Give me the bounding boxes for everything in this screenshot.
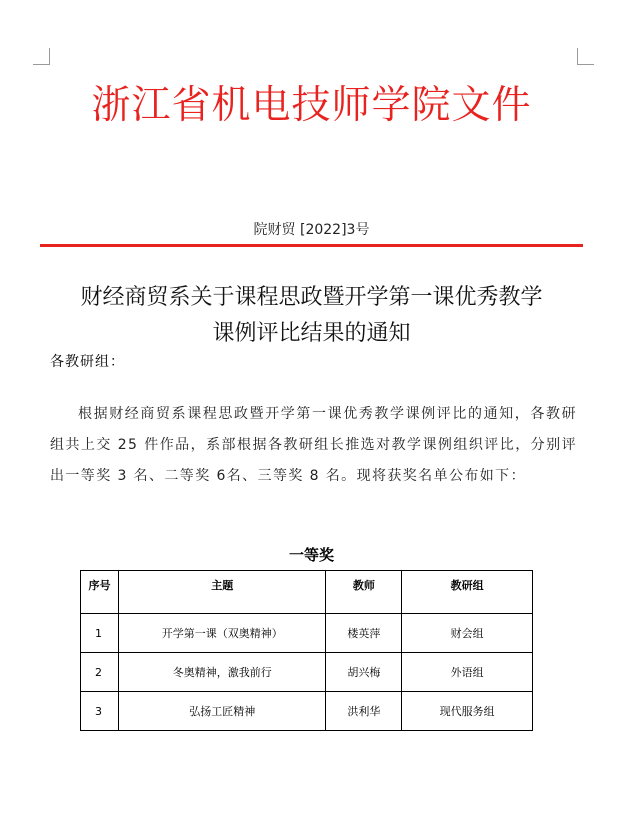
- row-topic: 弘扬工匠精神: [118, 692, 326, 731]
- row-no: 1: [81, 614, 119, 653]
- document-header-title: 浙江省机电技师学院文件: [91, 83, 532, 128]
- page-corner-mark-top-right: [577, 48, 594, 65]
- column-header-group: 教研组: [402, 571, 533, 614]
- first-prize-table: [80, 570, 533, 731]
- header-red-rule: [40, 244, 583, 247]
- column-header-teacher: 教师: [326, 571, 402, 614]
- column-header-no: 序号: [81, 571, 119, 614]
- row-no: 2: [81, 653, 119, 692]
- page-corner-mark-top-left: [33, 48, 50, 65]
- document-number: 院财贸 [2022]3号: [253, 222, 370, 238]
- row-teacher: 楼英萍: [326, 614, 402, 653]
- column-header-topic: 主题: [118, 571, 326, 614]
- row-group: 外语组: [402, 653, 533, 692]
- salutation: 各教研组：: [50, 354, 125, 370]
- row-teacher: 洪利华: [326, 692, 402, 731]
- row-group: 财会组: [402, 614, 533, 653]
- row-topic: 开学第一课（双奥精神）: [118, 614, 326, 653]
- body-paragraph: 根据财经商贸系课程思政暨开学第一课优秀教学课例评比的通知，各教研组共上交 25 件作品，系部根据各教研组长推选对教学课例组织评比，分别评出一等奖 3 名、二等奖 6名、三等奖 8 名。现将获奖名单公布如下：: [50, 406, 577, 484]
- table-header-row: [81, 571, 533, 614]
- table-row: [81, 653, 533, 692]
- notice-title: [40, 280, 583, 352]
- table-row: [81, 614, 533, 653]
- row-no: 3: [81, 692, 119, 731]
- row-teacher: 胡兴梅: [326, 653, 402, 692]
- notice-title-line-1: 财经商贸系关于课程思政暨开学第一课优秀教学: [80, 285, 543, 310]
- notice-title-line-2: 课例评比结果的通知: [212, 321, 411, 346]
- first-prize-title: 一等奖: [288, 546, 334, 564]
- row-topic: 冬奥精神，激我前行: [118, 653, 326, 692]
- row-group: 现代服务组: [402, 692, 533, 731]
- table-row: [81, 692, 533, 731]
